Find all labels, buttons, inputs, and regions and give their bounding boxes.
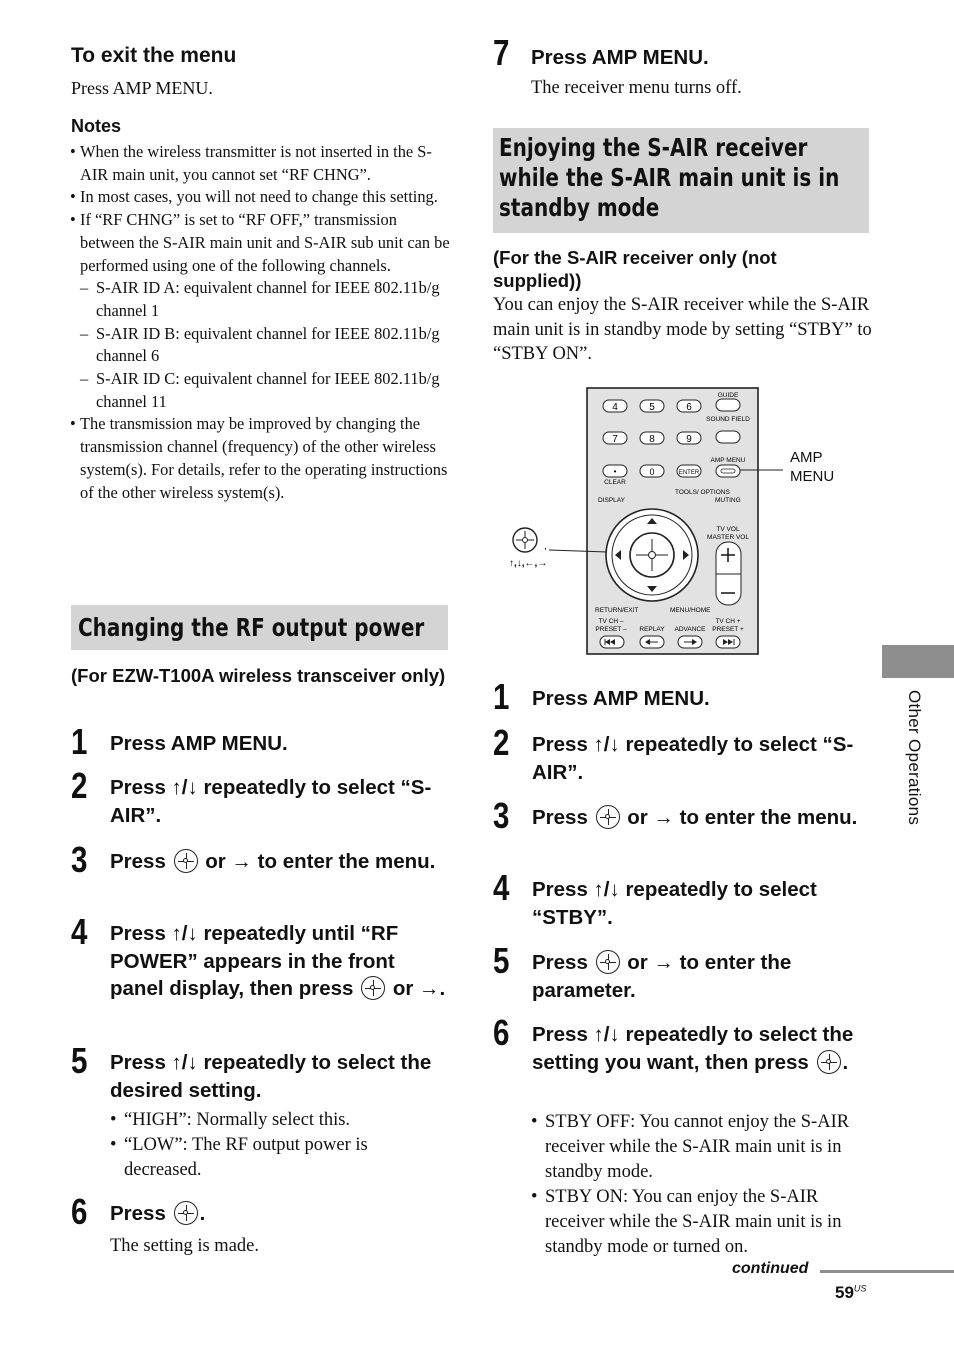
bullet-item: • STBY OFF: You cannot enjoy the S-AIR receiver while the S-AIR main unit is in standby mode.	[531, 1110, 871, 1185]
notes-list	[70, 141, 450, 504]
key-0: 0	[649, 467, 655, 477]
section-bar-standby	[493, 128, 869, 233]
label-guide: GUIDE	[717, 392, 739, 399]
step-text: Press AMP MENU.	[532, 687, 710, 710]
callout-arrows: ↑,↓,←,→	[509, 558, 548, 569]
label-return: RETURN/EXIT	[595, 607, 639, 614]
step-text: Press .	[110, 1202, 206, 1225]
step-text: Press or → to enter the menu.	[110, 850, 436, 873]
step-7-note: The receiver menu turns off.	[531, 78, 742, 98]
note-item: • When the wireless transmitter is not inserted in the S-AIR main unit, you cannot set “RF CHNG”.	[70, 141, 450, 186]
label-preset-minus: PRESET –	[595, 626, 627, 633]
note-item: – S-AIR ID A: equivalent channel for IEEE 802.11b/g channel 1	[70, 277, 450, 322]
enter-button-icon	[174, 1201, 198, 1225]
step-text: Press ↑/↓ repeatedly to select “S-AIR”.	[532, 733, 854, 784]
section-title-rf-power: Changing the RF output power	[78, 613, 425, 642]
step-number: 2	[493, 722, 510, 763]
step-number: 6	[71, 1191, 88, 1232]
note-item: – S-AIR ID B: equivalent channel for IEEE 802.11b/g channel 6	[70, 323, 450, 368]
step-text: Press ↑/↓ repeatedly to select the desired setting.	[110, 1051, 432, 1102]
label-tv-ch-plus: TV CH +	[715, 618, 741, 625]
exit-menu-text: Press AMP MENU.	[71, 78, 213, 98]
enter-button-icon	[361, 976, 385, 1000]
step-text: Press AMP MENU.	[110, 732, 288, 755]
step-text: Press AMP MENU.	[531, 46, 709, 69]
step-number: 3	[493, 795, 510, 836]
label-sound-field: SOUND FIELD	[706, 416, 750, 423]
note-item: – S-AIR ID C: equivalent channel for IEEE 802.11b/g channel 11	[70, 368, 450, 413]
bullet-item: • “HIGH”: Normally select this.	[110, 1108, 430, 1133]
svg-text:•: •	[613, 467, 617, 476]
label-advance: ADVANCE	[674, 626, 706, 633]
step-number: 2	[71, 765, 88, 806]
bullet-item: • STBY ON: You can enjoy the S-AIR receiver while the S-AIR main unit is in standby mode or turned on.	[531, 1185, 871, 1260]
enter-button-icon	[596, 805, 620, 829]
step-text: Press ↑/↓ repeatedly to select “STBY”.	[532, 878, 817, 929]
step-number: 7	[493, 32, 510, 73]
note-item: • The transmission may be improved by changing the transmission channel (frequency) of the other wireless system(s). For details, refer to the operating instructions of the other wireless system(s).	[70, 413, 450, 504]
section-intro: You can enjoy the S-AIR receiver while the S-AIR main unit is in standby mode by setting “STBY” to “STBY ON”.	[493, 295, 872, 364]
callout-amp-menu: AMP MENU	[790, 449, 835, 485]
label-clear: CLEAR	[604, 479, 626, 486]
label-replay: REPLAY	[639, 626, 665, 633]
label-master-vol: MASTER VOL	[707, 534, 749, 541]
step-text: Press ↑/↓ repeatedly until “RF POWER” appears in the front panel display, then press or →.	[110, 922, 446, 1000]
continued-label: continued	[732, 1260, 809, 1277]
section-title-standby: Enjoying the S-AIR receiver while the S-AIR main unit is in standby mode	[499, 133, 840, 222]
key-8: 8	[649, 434, 655, 445]
side-tab	[882, 645, 954, 678]
note-item: • In most cases, you will not need to change this setting.	[70, 186, 450, 209]
section-subtitle-standby: (For the S-AIR receiver only (not supplied))	[493, 247, 777, 291]
label-preset-plus: PRESET +	[712, 626, 744, 633]
step-6-bullets	[531, 1110, 871, 1260]
remote-illustration	[500, 385, 860, 657]
step-number: 4	[71, 911, 88, 952]
key-7: 7	[612, 434, 618, 445]
section-subtitle-rf-power: (For EZW-T100A wireless transceiver only)	[71, 665, 446, 686]
step-number: 1	[493, 676, 510, 717]
note-item: • If “RF CHNG” is set to “RF OFF,” transmission between the S-AIR main unit and S-AIR sub unit can be performed using one of the following channels.	[70, 209, 450, 277]
key-9: 9	[686, 434, 692, 445]
key-6: 6	[686, 402, 692, 413]
step-6-note: The setting is made.	[110, 1236, 259, 1256]
step-text: Press ↑/↓ repeatedly to select “S-AIR”.	[110, 776, 432, 827]
label-tv-vol: TV VOL	[716, 526, 740, 533]
label-display: DISPLAY	[598, 497, 625, 504]
enter-button-icon	[596, 950, 620, 974]
label-amp-menu: AMP MENU	[710, 457, 746, 464]
continued-line	[820, 1270, 954, 1273]
step-number: 3	[71, 839, 88, 880]
number-keys	[603, 400, 701, 477]
step-number: 6	[493, 1012, 510, 1053]
step-number: 5	[71, 1040, 88, 1081]
step-text: Press or → to enter the menu.	[532, 806, 858, 829]
enter-button-icon	[174, 849, 198, 873]
label-menu-home: MENU/HOME	[670, 607, 711, 614]
exit-menu-heading: To exit the menu	[71, 44, 237, 67]
enter-button-callout-icon	[513, 528, 537, 552]
page-number: $59^{US}$	[835, 1283, 867, 1302]
svg-text:,: ,	[544, 541, 547, 552]
key-5: 5	[649, 402, 655, 413]
navigation-pad	[606, 509, 698, 601]
label-muting: MUTING	[715, 497, 741, 504]
notes-heading: Notes	[71, 116, 122, 136]
side-tab-label: Other Operations	[905, 690, 924, 826]
step-number: 5	[493, 940, 510, 981]
enter-button-icon	[817, 1050, 841, 1074]
step-text: Press ↑/↓ repeatedly to select the setting you want, then press .	[532, 1023, 854, 1074]
step-5-bullets	[110, 1108, 430, 1183]
step-number: 4	[493, 867, 510, 908]
step-number: 1	[71, 721, 88, 762]
label-tv-ch-minus: TV CH –	[598, 618, 624, 625]
label-tools: TOOLS/ OPTIONS	[675, 489, 730, 496]
key-enter: ENTER	[678, 470, 700, 476]
key-4: 4	[612, 402, 618, 413]
bullet-item: • “LOW”: The RF output power is decreased.	[110, 1133, 430, 1183]
section-bar-rf-power	[71, 605, 448, 650]
step-text: Press or → to enter the parameter.	[532, 951, 792, 1002]
